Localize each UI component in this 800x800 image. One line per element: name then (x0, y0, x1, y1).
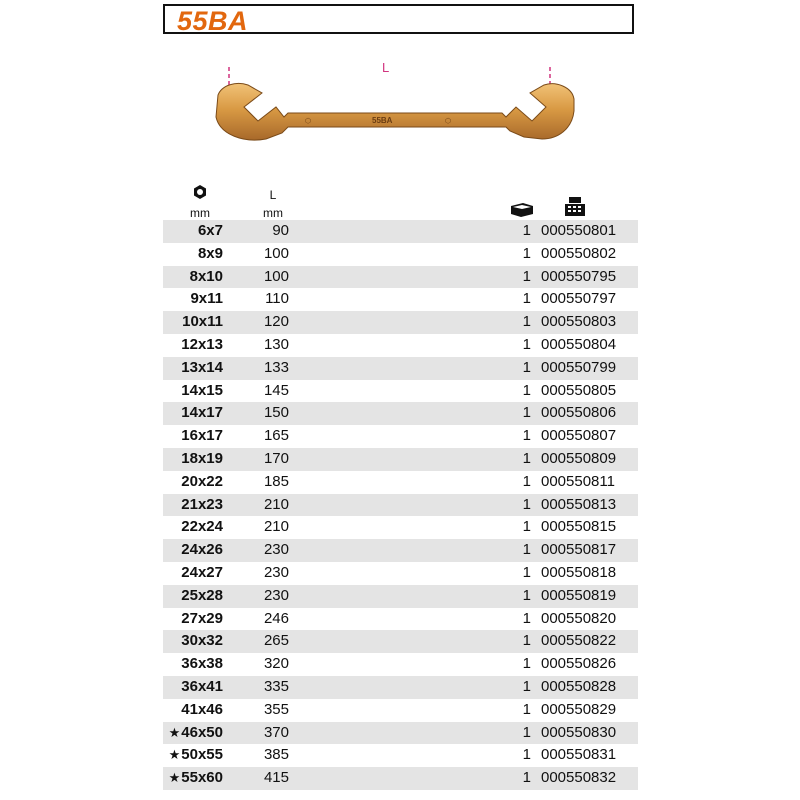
size-value: 36x41 (181, 677, 223, 695)
size-value: 24x27 (181, 563, 223, 581)
size-cell (163, 402, 223, 425)
wrench-marking-right: ⬡ (445, 118, 452, 125)
qty-cell: 1 (522, 495, 531, 513)
size-value: 16x17 (181, 427, 223, 445)
size-cell (163, 380, 223, 403)
length-cell: 370 (263, 723, 289, 741)
size-value: 30x32 (181, 632, 223, 650)
dimension-label: L (382, 60, 390, 75)
table-row (163, 288, 638, 311)
size-value: 8x9 (197, 244, 223, 262)
qty-cell: 1 (522, 381, 531, 399)
table-row (163, 653, 638, 676)
table-row (163, 243, 638, 266)
size-cell (163, 585, 223, 608)
size-value: 18x19 (181, 449, 223, 467)
length-cell: 185 (263, 472, 289, 490)
title-box (163, 4, 634, 34)
length-cell: 335 (263, 677, 289, 695)
size-cell (163, 471, 223, 494)
qty-cell: 1 (522, 769, 531, 787)
qty-cell: 1 (522, 449, 531, 467)
size-cell (163, 357, 223, 380)
qty-cell: 1 (522, 290, 531, 308)
table-row (163, 630, 638, 653)
size-value: 36x38 (181, 655, 223, 673)
qty-cell: 1 (522, 427, 531, 445)
table-row (163, 699, 638, 722)
table-row (163, 266, 638, 289)
wrench-illustration (200, 55, 590, 170)
code-cell: 000550813 (541, 495, 617, 513)
qty-cell: 1 (522, 632, 531, 650)
code-cell: 000550803 (541, 313, 617, 331)
table-row (163, 220, 638, 243)
table-row (163, 494, 638, 517)
qty-cell: 1 (522, 335, 531, 353)
size-cell (163, 539, 223, 562)
size-value: 6x7 (197, 222, 223, 239)
code-cell: 000550822 (541, 632, 617, 650)
hex-nut-icon (192, 184, 208, 200)
code-cell: 000550818 (541, 563, 617, 581)
length-cell: 120 (263, 313, 289, 331)
code-cell: 000550804 (541, 335, 617, 353)
size-cell (163, 767, 223, 790)
size-cell (163, 516, 223, 539)
qty-cell: 1 (522, 358, 531, 376)
size-value: 27x29 (181, 609, 223, 627)
size-value: 21x23 (181, 495, 223, 513)
size-value: 25x28 (181, 586, 223, 604)
table-row (163, 722, 638, 745)
length-cell: 90 (272, 222, 289, 239)
star-mark: ★ (168, 770, 181, 786)
code-cell: 000550829 (541, 700, 617, 718)
size-value: 14x17 (181, 404, 223, 422)
qty-cell: 1 (522, 244, 531, 262)
size-cell (163, 653, 223, 676)
code-cell: 000550828 (541, 677, 617, 695)
length-cell: 110 (265, 290, 289, 308)
qty-cell: 1 (522, 518, 531, 536)
size-cell (163, 311, 223, 334)
size-value: 55x60 (181, 769, 223, 787)
table-row (163, 744, 638, 767)
star-mark: ★ (168, 724, 181, 740)
code-cell: 000550809 (541, 449, 617, 467)
length-cell: 230 (263, 586, 289, 604)
code-cell: 000550819 (541, 586, 617, 604)
table-row (163, 767, 638, 790)
size-cell (163, 288, 223, 311)
table-row (163, 334, 638, 357)
length-cell: 145 (263, 381, 289, 399)
code-cell: 000550817 (541, 541, 617, 559)
size-cell (163, 608, 223, 631)
size-cell (163, 494, 223, 517)
register-icon (563, 196, 587, 218)
length-cell: 170 (263, 449, 289, 467)
size-cell (163, 243, 223, 266)
length-cell: 210 (263, 495, 289, 513)
qty-cell: 1 (522, 563, 531, 581)
size-cell (163, 562, 223, 585)
qty-cell: 1 (522, 222, 531, 239)
size-cell (163, 220, 223, 243)
size-cell (163, 699, 223, 722)
size-value: 41x46 (181, 700, 223, 718)
size-value: 14x15 (181, 381, 223, 399)
qty-cell: 1 (522, 313, 531, 331)
star-mark: ★ (168, 747, 181, 763)
code-cell: 000550832 (541, 769, 617, 787)
length-cell: 265 (263, 632, 289, 650)
size-value: 46x50 (181, 723, 223, 741)
size-cell (163, 334, 223, 357)
table-row (163, 676, 638, 699)
qty-cell: 1 (522, 404, 531, 422)
table-row (163, 402, 638, 425)
length-cell: 415 (263, 769, 289, 787)
qty-cell: 1 (522, 586, 531, 604)
size-cell (163, 448, 223, 471)
code-cell: 000550830 (541, 723, 617, 741)
table-row (163, 585, 638, 608)
page-title: 55BA (177, 6, 249, 36)
code-cell: 000550801 (541, 222, 617, 239)
code-cell: 000550811 (541, 472, 615, 490)
code-cell: 000550805 (541, 381, 617, 399)
table-row (163, 311, 638, 334)
length-cell: 385 (263, 746, 289, 764)
wrench-body (216, 83, 574, 140)
size-value: 20x22 (181, 472, 223, 490)
table-row (163, 357, 638, 380)
size-cell (163, 266, 223, 289)
length-cell: 100 (263, 244, 289, 262)
length-cell: 130 (263, 335, 289, 353)
size-value: 50x55 (181, 746, 223, 764)
product-table (163, 220, 638, 790)
code-cell: 000550799 (541, 358, 617, 376)
code-cell: 000550797 (541, 290, 617, 308)
size-cell (163, 630, 223, 653)
length-cell: 246 (263, 609, 289, 627)
table-row (163, 516, 638, 539)
table-row (163, 471, 638, 494)
table-row (163, 608, 638, 631)
length-cell: 210 (263, 518, 289, 536)
size-value: 10x11 (182, 313, 223, 331)
code-cell: 000550795 (541, 267, 617, 285)
code-cell: 000550820 (541, 609, 617, 627)
size-cell (163, 744, 223, 767)
size-value: 13x14 (181, 358, 223, 376)
length-cell: 355 (263, 700, 289, 718)
length-cell: 100 (263, 267, 289, 285)
wrench-marking: 55BA (372, 116, 393, 125)
wrench-marking-small: ⬡ (305, 118, 312, 125)
qty-cell: 1 (522, 609, 531, 627)
size-value: 8x10 (189, 267, 223, 285)
length-cell: 320 (263, 655, 289, 673)
code-cell: 000550807 (541, 427, 617, 445)
qty-cell: 1 (522, 700, 531, 718)
size-cell (163, 676, 223, 699)
qty-cell: 1 (522, 267, 531, 285)
size-value: 22x24 (181, 518, 223, 536)
code-cell: 000550806 (541, 404, 617, 422)
table-row (163, 425, 638, 448)
table-row (163, 448, 638, 471)
length-cell: 165 (263, 427, 289, 445)
length-cell: 230 (263, 541, 289, 559)
table-row (163, 539, 638, 562)
length-cell: 150 (263, 404, 289, 422)
code-cell: 000550826 (541, 655, 617, 673)
qty-cell: 1 (522, 472, 531, 490)
code-cell: 000550831 (541, 746, 617, 764)
qty-cell: 1 (522, 723, 531, 741)
size-cell (163, 722, 223, 745)
code-cell: 000550802 (541, 244, 617, 262)
table-row (163, 380, 638, 403)
length-header: L (269, 188, 277, 202)
qty-cell: 1 (522, 677, 531, 695)
qty-cell: 1 (522, 746, 531, 764)
code-cell: 000550815 (541, 518, 617, 536)
size-cell (163, 425, 223, 448)
table-row (163, 562, 638, 585)
size-unit-label: mm (190, 206, 210, 220)
length-cell: 230 (263, 563, 289, 581)
qty-cell: 1 (522, 541, 531, 559)
size-value: 9x11 (190, 290, 223, 308)
qty-cell: 1 (522, 655, 531, 673)
size-value: 12x13 (181, 335, 223, 353)
length-cell: 133 (263, 358, 289, 376)
size-value: 24x26 (181, 541, 223, 559)
length-unit-label: mm (263, 206, 283, 220)
box-icon (509, 200, 535, 218)
